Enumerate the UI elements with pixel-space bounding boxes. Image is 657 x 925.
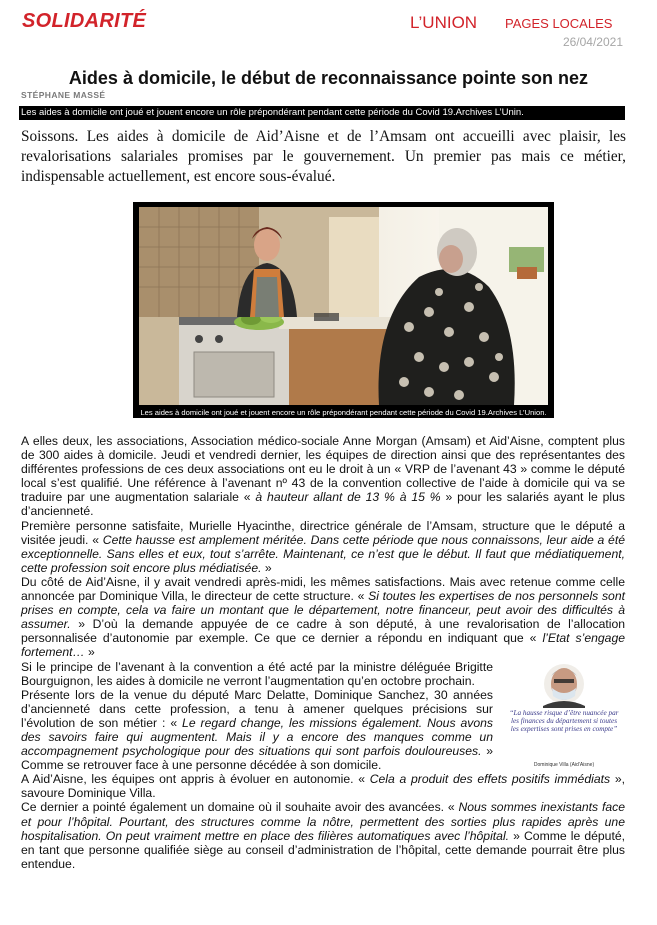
article-body <box>21 434 625 871</box>
body-paragraph-5: Présente lors de la venue du député Marc Delatte, Dominique Sanchez, 30 années d’ancienneté dans cette profession, a tenu à amener quelques précisions sur l’évolution de son métier : « Le regard change, les missions également. Nous avons des savoirs faire qui augmentent. Mais il y a encore des manques comme un accompagnement psychologique pour des situations qui sont parfois douloureuses. » Comme se retrouver face à une personne décédée à son domicile. <box>21 687 494 773</box>
newspaper-name: L’UNION <box>410 13 478 32</box>
rubric-title: SOLIDARITÉ <box>22 10 147 32</box>
body-paragraph-6: A Aid’Aisne, les équipes ont appris à évoluer en autonomie. « Cela a produit des effets positifs immédiats », savoure Dominique Villa. <box>21 772 625 801</box>
pull-quote-author: Dominique Villa (Aid’Aisne) <box>533 761 595 768</box>
section-name: PAGES LOCALES <box>505 16 613 31</box>
article-photo <box>133 202 554 418</box>
article-byline: STÉPHANE MASSÉ <box>21 90 106 100</box>
photo-caption: Les aides à domicile ont joué et jouent encore un rôle prépondérant pendant cette période du Covid 19.Archives L’Union. <box>140 408 547 417</box>
quote-inset <box>503 664 625 768</box>
kitchen-scene-photo <box>139 207 548 405</box>
body-paragraph-7: Ce dernier a pointé également un domaine où il souhaite avoir des avancées. « Nous sommes inexistants face et pour l’hôpital. Pourtant, des structures comme la nôtre, permettent des sorties plus rapides après une hospitalisation. On peut vraiment mettre en place des filières automatiques avec l’hôpital. » Comme le député, en tant que personne qualifiée siège au conseil d’administration de l’hôpital, cette demande pourrait être plus entendue. <box>21 800 625 871</box>
article-lead: Soissons. Les aides à domicile de Aid’Aisne et de l’Amsam ont accueilli avec plaisir, les revalorisations salariales promises par le gouvernement. Un premier pas mais ce métier, indispensable actuellement, est encore sous-évalué. <box>21 128 626 185</box>
body-paragraph-3: Du côté de Aid’Aisne, il y avait vendredi après-midi, les mêmes satisfactions. Mais avec retenue comme celle annoncée par Dominique Villa, le directeur de cette structure. « Si toutes les expertises de nos personnels sont prises en compte, cela va faire un montant que le département, notre financeur, peut avoir des difficultés à assumer. » D’où la demande appuyée de ce cadre à son député, à une revalorisation de l’allocation personnalisée d’autonomie par exemple. Ce que ce dernier a répondu en indiquant que « l’Etat s’engage fortement… » <box>21 574 625 660</box>
body-paragraph-4: Si le principe de l’avenant à la convention a été acté par la ministre déléguée Brigitte Bourguignon, les aides à domicile ne verront l’augmentation qu’en octobre prochain. <box>21 659 493 688</box>
article-headline: Aides à domicile, le début de reconnaissance pointe son nez <box>68 68 589 88</box>
pull-quote: “La hausse risque d’être nuancée par les finances du département si toutes les expertises sont prises en compte” <box>509 708 619 733</box>
body-paragraph-1: A elles deux, les associations, Association médico-sociale Anne Morgan (Amsam) et Aid’Aisne, comptent plus de 300 aides à domicile. Jeudi et vendredi dernier, les équipes de direction ainsi que des représentantes des différentes professions de ces deux associations ont eu le droit à un « VRP de l’avenant 43 » comme le député local s’est qualifié. Une référence à l’avenant nº 43 de la convention collective de l’aide à domicile qui va se traduire par une augmentation salariale « à hauteur allant de 13 % à 15 % » pour les salariés ayant le plus d’ancienneté. <box>21 434 625 519</box>
caption-bar: Les aides à domicile ont joué et jouent encore un rôle prépondérant pendant cette période du Covid 19.Archives L’Unin. <box>19 106 625 120</box>
publication-date: 26/04/2021 <box>562 35 623 49</box>
body-paragraph-2: Première personne satisfaite, Murielle Hyacinthe, directrice générale de l’Amsam, structure que le député a visitée jeudi. « Cette hausse est amplement méritée. Dans cette période que nous connaissons, leur aide a été exceptionnelle. Sans elles et eux, tout s’arrête. Maintenant, ce n’est que le début. Il faut que médiatiquement, cette profession soit encore plus médiatisée. » <box>21 518 626 575</box>
